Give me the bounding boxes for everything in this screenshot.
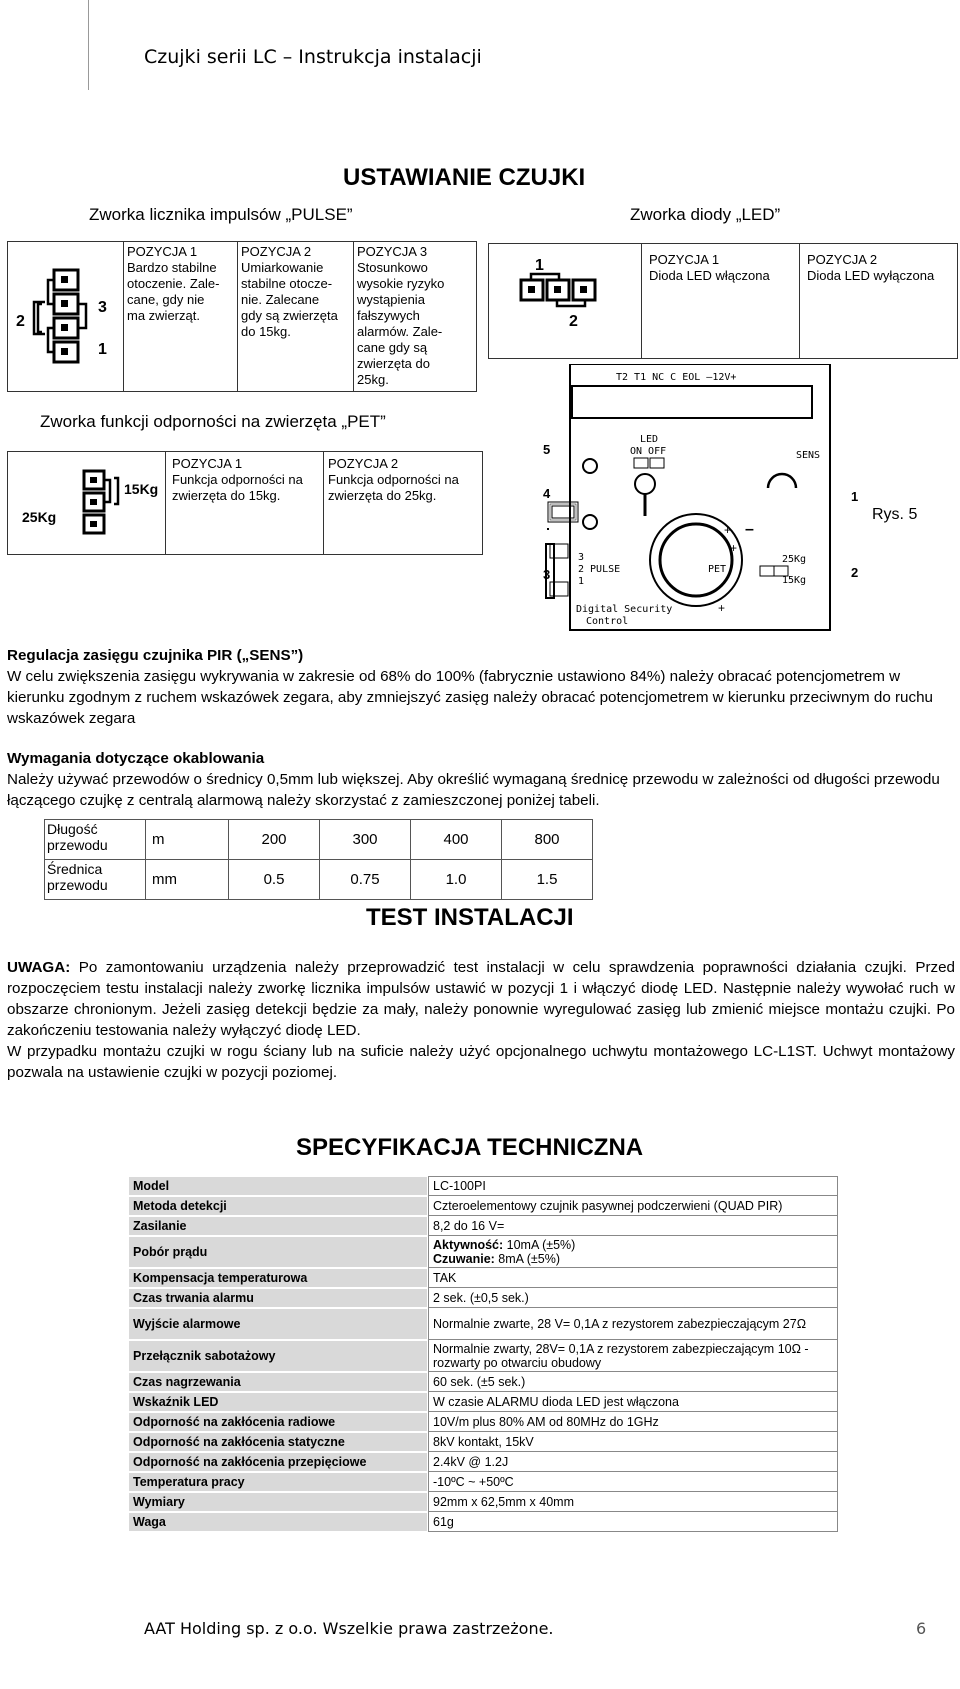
pet-jumper-box: [7, 451, 483, 555]
spec-key: Temperatura pracy: [129, 1472, 427, 1492]
spec-bold-label: Czuwanie:: [433, 1251, 495, 1266]
figure-caption: Rys. 5: [872, 506, 918, 523]
test-heading: TEST INSTALACJI: [366, 904, 574, 931]
pulse-position-2: POZYCJA 2 Umiarkowanie stabilne otocze- nie. Zalecane gdy są zwierzęta do 15kg.: [241, 244, 338, 339]
test-text-2: W przypadku montażu czujki w rogu ściany lub na suficie należy użyć opcjonalnego uchwytu montażowego LC-L1ST. Uchwyt montażowy pozwala na ustawienie czujki w pozycji poziomej.: [7, 1043, 955, 1081]
table-row: [129, 1177, 838, 1196]
spec-value: 8,2 do 16 V=: [429, 1216, 838, 1236]
pulse-heading: Zworka licznika impulsów „PULSE”: [89, 205, 353, 224]
pcb-pulse3: 3: [578, 552, 585, 563]
test-text-1: Po zamontowaniu urządzenia należy przeprowadzić test instalacji w celu sprawdzenia poprawności działania czujki. Przed rozpoczęciem testu instalacji należy zworkę licznika impulsów ustawić w pozycji 1 i włączyć diodę LED. Następnie należy wywołać ruch w obszarze chronionym. Jeżeli zasięg detekcji będzie za mały, należy ponownie wyregulować zasięg lub zmienić miejsce montażu czujki. Po zakończeniu testowania należy wyłączyć diodę LED.: [7, 959, 955, 1039]
spec-value: [429, 1236, 838, 1268]
pcb-plus-1: +: [724, 523, 732, 537]
pulse-jumper-box: [7, 241, 477, 392]
pulse-diagram-number: 2: [16, 313, 25, 330]
header-rule: [88, 0, 89, 90]
led-jumper-box: [488, 243, 958, 359]
table-row: [129, 1412, 838, 1432]
spec-table: [129, 1176, 838, 1533]
led-heading: Zworka diody „LED”: [630, 205, 781, 224]
cable-row-label: Długość przewodu: [45, 820, 146, 860]
spec-key: Wymiary: [129, 1492, 427, 1512]
spec-heading: SPECYFIKACJA TECHNICZNA: [296, 1134, 644, 1161]
pcb-n1: 1: [851, 489, 859, 504]
spec-key: Wyjście alarmowe: [129, 1308, 427, 1340]
spec-key: Wskaźnik LED: [129, 1392, 427, 1412]
table-row: [129, 1472, 838, 1492]
pcb-pulse1: 1: [578, 576, 585, 587]
spec-key: Przełącznik sabotażowy: [129, 1340, 427, 1372]
spec-value: TAK: [429, 1268, 838, 1288]
cable-table: [44, 819, 593, 900]
pcb-pet15: 15Kg: [782, 575, 807, 586]
pulse-position-3: POZYCJA 3 Stosunkowo wysokie ryzyko wystąpienia fałszywych alarmów. Zale- cane gdy są zwierzęta do 25kg.: [357, 244, 445, 387]
spec-value: 8kV kontakt, 15kV: [429, 1432, 838, 1452]
spec-value: 60 sek. (±5 sek.): [429, 1372, 838, 1392]
cable-row-unit: m: [146, 820, 229, 860]
cabling-heading: Wymagania dotyczące okablowania: [7, 750, 265, 767]
pet-position-1: POZYCJA 1 Funkcja odporności na zwierzęta do 15kg.: [172, 456, 303, 503]
cable-cell: 0.75: [320, 860, 411, 900]
led-jumper-icon: [519, 252, 619, 332]
cable-cell: 1.5: [502, 860, 593, 900]
pet-diagram-right: 15Kg: [124, 481, 159, 497]
sens-heading: Regulacja zasięgu czujnika PIR („SENS”): [7, 647, 304, 664]
table-row: [129, 1372, 838, 1392]
spec-value: LC-100PI: [429, 1177, 838, 1196]
page-footer: AAT Holding sp. z o.o. Wszelkie prawa zastrzeżone.: [144, 1619, 554, 1638]
pcb-n5: 5: [543, 442, 551, 457]
pulse-jumper-icon: [14, 264, 124, 369]
led-position-1: POZYCJA 1 Dioda LED włączona: [649, 252, 770, 283]
pulse-position-1: POZYCJA 1 Bardzo stabilne otoczenie. Zale- cane, gdy nie ma zwierząt.: [127, 244, 220, 323]
pcb-brand1: Digital Security: [576, 604, 673, 615]
led-diagram-n1: 1: [535, 257, 544, 274]
spec-key: Pobór prądu: [129, 1236, 427, 1268]
table-row: [129, 1308, 838, 1340]
spec-key: Waga: [129, 1512, 427, 1532]
table-row: [129, 1216, 838, 1236]
cable-cell: 1.0: [411, 860, 502, 900]
table-row: [129, 1196, 838, 1216]
pcb-board-diagram: [530, 364, 860, 634]
pet-position-2: POZYCJA 2 Funkcja odporności na zwierzęta do 25kg.: [328, 456, 459, 503]
sens-section: [7, 645, 955, 729]
page-header: Czujki serii LC – Instrukcja instalacji: [144, 46, 482, 68]
spec-key: Odporność na zakłócenia radiowe: [129, 1412, 427, 1432]
spec-key: Odporność na zakłócenia statyczne: [129, 1432, 427, 1452]
warning-label: UWAGA:: [7, 959, 71, 976]
pulse-diagram-number: 1: [98, 341, 107, 358]
spec-value: -10ºC ~ +50ºC: [429, 1472, 838, 1492]
spec-value: Czteroelementowy czujnik pasywnej podczerwieni (QUAD PIR): [429, 1196, 838, 1216]
spec-value: 61g: [429, 1512, 838, 1532]
spec-key: Kompensacja temperaturowa: [129, 1268, 427, 1288]
sens-text: W celu zwiększenia zasięgu wykrywania w zakresie od 68% do 100% (fabrycznie ustawiono 84%) należy obracać potencjometrem w kierunku zgodnym z ruchem wskazówek zegara, aby zmniejszyć zasięg należy obracać potencjometrem w kierunku przeciwnym do ruchu wskazówek zegara: [7, 668, 933, 727]
spec-key: Metoda detekcji: [129, 1196, 427, 1216]
table-row: [129, 1288, 838, 1308]
spec-line: [433, 1238, 833, 1252]
pcb-led-onoff: ON OFF: [630, 446, 667, 457]
pet-jumper-icon: [22, 468, 162, 538]
pcb-n3: 3: [543, 567, 551, 582]
spec-line: [433, 1252, 833, 1266]
table-row: [129, 1492, 838, 1512]
table-row: [129, 1340, 838, 1372]
cable-cell: 300: [320, 820, 411, 860]
cable-row-label: Średnica przewodu: [45, 860, 146, 900]
table-row: [45, 860, 593, 900]
table-row: [129, 1268, 838, 1288]
spec-bold-value: 8mA (±5%): [494, 1251, 561, 1266]
pcb-n4: 4: [543, 486, 551, 501]
pcb-pulse: 2 PULSE: [578, 564, 621, 575]
pet-heading: Zworka funkcji odporności na zwierzęta „PET”: [40, 412, 386, 431]
pcb-n2: 2: [851, 565, 859, 580]
pet-diagram-left: 25Kg: [22, 509, 57, 525]
test-section: [7, 957, 955, 1083]
spec-value: Normalnie zwarte, 28 V= 0,1A z rezystorem zabezpieczającym 27Ω: [429, 1308, 838, 1340]
spec-key: Model: [129, 1177, 427, 1196]
led-position-2: POZYCJA 2 Dioda LED wyłączona: [807, 252, 935, 283]
table-row: [129, 1512, 838, 1532]
pcb-minus: –: [745, 521, 754, 538]
spec-value: 2 sek. (±0,5 sek.): [429, 1288, 838, 1308]
spec-value: 2.4kV @ 1.2J: [429, 1452, 838, 1472]
table-row: [45, 820, 593, 860]
pcb-terminals: T2 T1 NC C EOL –12V+: [616, 372, 737, 383]
pcb-sens: SENS: [796, 450, 821, 461]
cable-cell: 400: [411, 820, 502, 860]
cabling-section: [7, 748, 955, 811]
spec-key: Czas trwania alarmu: [129, 1288, 427, 1308]
spec-key: Czas nagrzewania: [129, 1372, 427, 1392]
spec-value: Normalnie zwarty, 28V= 0,1A z rezystorem zabezpieczającym 10Ω - rozwarty po otwarciu obudowy: [429, 1340, 838, 1372]
table-row: [129, 1432, 838, 1452]
pcb-plus-2: +: [730, 541, 738, 555]
pcb-plus-3: +: [718, 601, 726, 615]
spec-value: 10V/m plus 80% AM od 80MHz do 1GHz: [429, 1412, 838, 1432]
cable-cell: 800: [502, 820, 593, 860]
cable-cell: 0.5: [229, 860, 320, 900]
pulse-diagram-number: 3: [98, 299, 107, 316]
spec-key: Odporność na zakłócenia przepięciowe: [129, 1452, 427, 1472]
cable-cell: 200: [229, 820, 320, 860]
table-row: [129, 1392, 838, 1412]
pcb-brand2: Control: [586, 616, 629, 627]
spec-key: Zasilanie: [129, 1216, 427, 1236]
cabling-text: Należy używać przewodów o średnicy 0,5mm lub większej. Aby określić wymaganą średnicę przewodu w zależności od długości przewodu łączącego czujkę z centralą alarmową należy skorzystać z zamieszczonej poniżej tabeli.: [7, 771, 940, 809]
section-title-settings: USTAWIANIE CZUJKI: [343, 164, 586, 191]
pcb-led-label: LED: [640, 434, 659, 445]
table-row: [129, 1452, 838, 1472]
spec-bold-value: 10mA (±5%): [503, 1237, 576, 1252]
table-row: [129, 1236, 838, 1268]
spec-value: 92mm x 62,5mm x 40mm: [429, 1492, 838, 1512]
cable-row-unit: mm: [146, 860, 229, 900]
page-number: 6: [916, 1619, 927, 1638]
pcb-pet25: 25Kg: [782, 554, 807, 565]
pcb-pet: PET: [708, 564, 727, 575]
spec-value: W czasie ALARMU dioda LED jest włączona: [429, 1392, 838, 1412]
led-diagram-n2: 2: [569, 313, 578, 330]
spec-bold-label: Aktywność:: [433, 1237, 504, 1252]
